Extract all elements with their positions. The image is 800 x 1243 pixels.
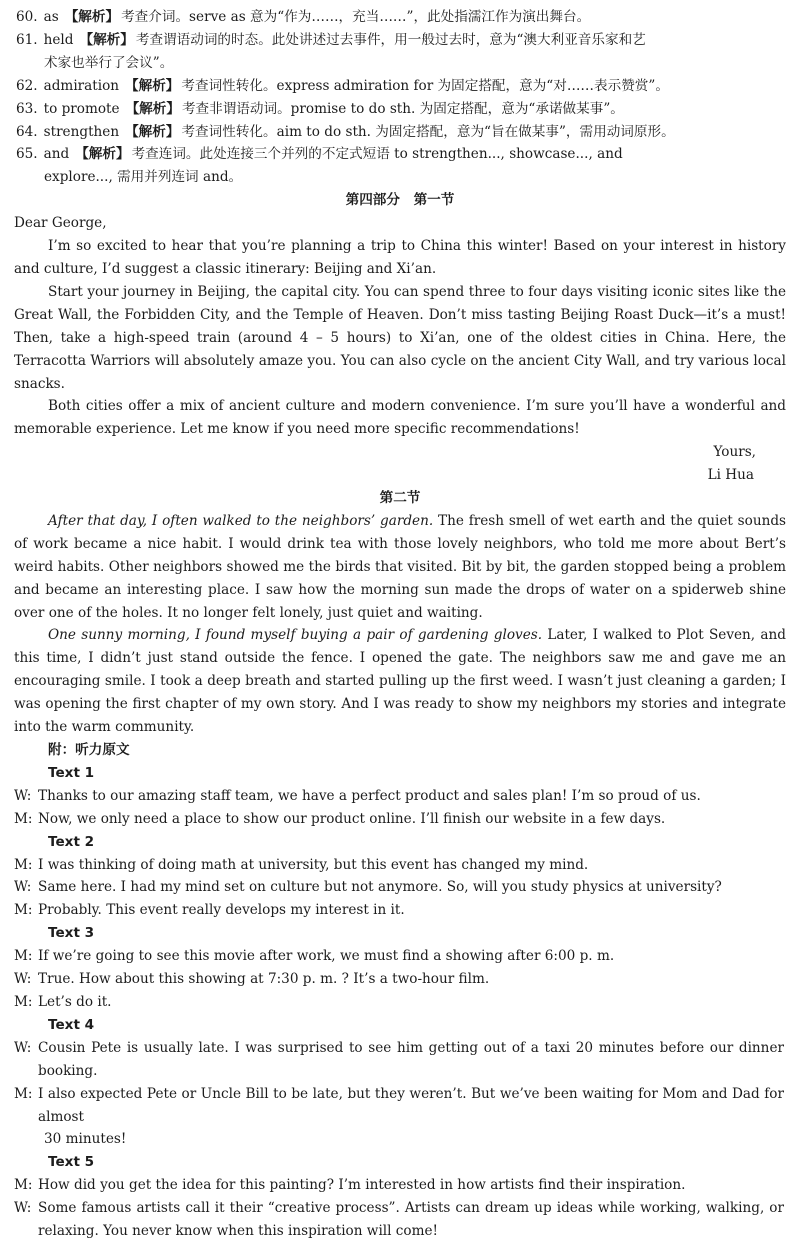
letter (14, 212, 786, 487)
dialogue-line (14, 808, 786, 831)
dialogue-line (14, 1174, 786, 1197)
dialogue-line (14, 991, 786, 1014)
analysis-text-continued: explore..., 需用并列连词 and。 (44, 169, 243, 186)
answer-word: strengthen (43, 123, 120, 140)
text-title: Text 3 (48, 925, 95, 942)
speaker-label: M: (14, 1085, 33, 1102)
dialogue-line (14, 1037, 786, 1083)
letter-salutation: Dear George, (14, 215, 107, 232)
dialogue-line (14, 854, 786, 877)
analysis-text: 考查介词。serve as 意为“作为……，充当……”，此处指濡江作为演出舞台。 (121, 9, 591, 25)
analysis-tag: 【解析】 (125, 100, 180, 117)
utterance: I also expected Pete or Uncle Bill to be late, but they weren’t. But we’ve been waiting for Mom and Dad for almost (38, 1085, 784, 1125)
section-heading-part4: 第四部分 第一节 (345, 192, 455, 209)
speaker-label: M: (14, 1177, 33, 1194)
question-number: 61. (16, 31, 38, 48)
text-title: Text 2 (48, 833, 95, 850)
letter-paragraph: Start your journey in Beijing, the capital city. You can spend three to four days visiting iconic sites like the Great Wall, the Forbidden City, and the Temple of Heaven. Don’t miss tasting Beijing Roast Duck—it’s a must! Then, take a high-speed train (around 4 – 5 hours) to Xi’an, one of the oldest cities in China. Here, the Terracotta Warriors will absolutely amaze you. You can also cycle on the ancient City Wall, and try various local snacks. (14, 283, 786, 392)
story-body: The fresh smell of wet earth and the quiet sounds of work became a nice habit. I would drink tea with those lovely neighbors, who told me more about Bert’s weird habits. Other neighbors showed me the birds that visited. Bit by bit, the garden stopped being a problem and became an interesting place. I saw how the morning sun made the drops of water on a spiderweb shine over one of the holes. It no longer felt lonely, just quiet and waiting. (14, 512, 787, 621)
speaker-label: M: (14, 902, 33, 919)
answer-word: held (43, 31, 74, 48)
utterance: Probably. This event really develops my interest in it. (38, 902, 405, 919)
answer-word: and (43, 146, 70, 163)
dialogue-line (14, 785, 786, 808)
utterance: If we’re going to see this movie after work, we must find a showing after 6:00 p. m. (38, 948, 615, 965)
answer-item-64 (14, 121, 786, 144)
speaker-label: W: (14, 971, 32, 988)
speaker-label: W: (14, 1039, 32, 1056)
utterance: How did you get the idea for this painting? I’m interested in how artists find their inspiration. (38, 1177, 686, 1194)
story-lead-sentence: After that day, I often walked to the neighbors’ garden. (48, 512, 434, 529)
utterance: True. How about this showing at 7:30 p. m. ? It’s a two-hour film. (38, 971, 490, 988)
speaker-label: W: (14, 1200, 32, 1217)
speaker-label: M: (14, 810, 33, 827)
question-number: 65. (16, 146, 38, 163)
utterance-continued: 30 minutes! (44, 1131, 127, 1148)
utterance: I was thinking of doing math at university, but this event has changed my mind. (38, 856, 589, 873)
analysis-tag: 【解析】 (79, 31, 134, 48)
text-title: Text 5 (48, 1154, 95, 1171)
answer-item-65 (14, 143, 786, 166)
question-number: 62. (16, 77, 38, 94)
speaker-label: M: (14, 856, 33, 873)
dialogue-line (14, 968, 786, 991)
answer-word: admiration (43, 77, 120, 94)
analysis-tag: 【解析】 (64, 9, 120, 25)
question-number: 60. (16, 9, 38, 25)
text-title: Text 1 (48, 764, 95, 781)
story-paragraph (14, 624, 786, 739)
utterance: Now, we only need a place to show our product online. I’ll finish our website in a few days. (38, 810, 666, 827)
utterance: Some famous artists call it their “creative process”. Artists can dream up ideas while working, walking, or relaxing. You never know when this inspiration will come! (38, 1200, 784, 1240)
analysis-tag: 【解析】 (125, 77, 180, 94)
dialogue-line (14, 899, 786, 922)
section-heading-2: 第二节 (379, 490, 421, 507)
dialogue-line (14, 1083, 786, 1129)
letter-closing: Yours, (713, 444, 756, 461)
story-lead-sentence: One sunny morning, I found myself buying a pair of gardening gloves. (48, 627, 543, 644)
analysis-text: 考查谓语动词的时态。此处讲述过去事件，用一般过去时，意为“澳大利亚音乐家和艺 (135, 31, 646, 48)
answer-item-60 (14, 6, 786, 29)
answer-word: as (43, 9, 59, 25)
answer-item-63 (14, 98, 786, 121)
appendix-heading: 附：听力原文 (48, 742, 130, 758)
analysis-tag: 【解析】 (125, 123, 180, 140)
utterance: Let’s do it. (38, 993, 112, 1010)
text-title: Text 4 (48, 1016, 95, 1033)
dialogue-line (14, 876, 786, 899)
story-paragraph (14, 510, 786, 625)
letter-signature: Li Hua (707, 467, 754, 484)
story-body: Later, I walked to Plot Seven, and this time, I didn’t just stand outside the fence. I opened the gate. The neighbors saw me and gave me an encouraging smile. I took a deep breath and started pulling up the first weed. I wasn’t just cleaning a garden; I was opening the first chapter of my own story. And I was ready to show my neighbors my stories and integrate into the warm community. (14, 627, 786, 736)
story (14, 510, 786, 739)
analysis-text: 考查词性转化。aim to do sth. 为固定搭配，意为“旨在做某事”，需用动词原形。 (181, 123, 675, 140)
analysis-text: 考查非谓语动词。promise to do sth. 为固定搭配，意为“承诺做某事”。 (181, 100, 624, 117)
answer-word: to promote (43, 100, 120, 117)
speaker-label: W: (14, 787, 32, 804)
analysis-text: 考查词性转化。express admiration for 为固定搭配，意为“对……表示赞赏”。 (181, 77, 669, 94)
question-number: 64. (16, 123, 38, 140)
listening-transcripts (14, 762, 786, 1243)
speaker-label: M: (14, 948, 33, 965)
analysis-text: 考查连词。此处连接三个并列的不定式短语 to strengthen..., showcase..., and (131, 146, 623, 163)
utterance: Same here. I had my mind set on culture but not anymore. So, will you study physics at university? (38, 879, 722, 896)
utterance: Cousin Pete is usually late. I was surprised to see him getting out of a taxi 20 minutes before our dinner booking. (38, 1039, 784, 1079)
speaker-label: W: (14, 879, 32, 896)
answer-item-62 (14, 75, 786, 98)
analysis-text-continued: 术家也举行了会议”。 (44, 54, 174, 71)
analysis-tag: 【解析】 (75, 146, 130, 163)
letter-paragraph: Both cities offer a mix of ancient culture and modern convenience. I’m sure you’ll have a wonderful and memorable experience. Let me know if you need more specific recommendations! (14, 398, 786, 438)
dialogue-line (14, 945, 786, 968)
answer-item-61 (14, 29, 786, 52)
question-number: 63. (16, 100, 38, 117)
utterance: Thanks to our amazing staff team, we have a perfect product and sales plan! I’m so proud of us. (38, 787, 701, 804)
letter-paragraph: I’m so excited to hear that you’re planning a trip to China this winter! Based on your interest in history and culture, I’d suggest a classic itinerary: Beijing and Xi’an. (14, 238, 786, 277)
answer-explanations (14, 6, 786, 189)
speaker-label: M: (14, 993, 33, 1010)
